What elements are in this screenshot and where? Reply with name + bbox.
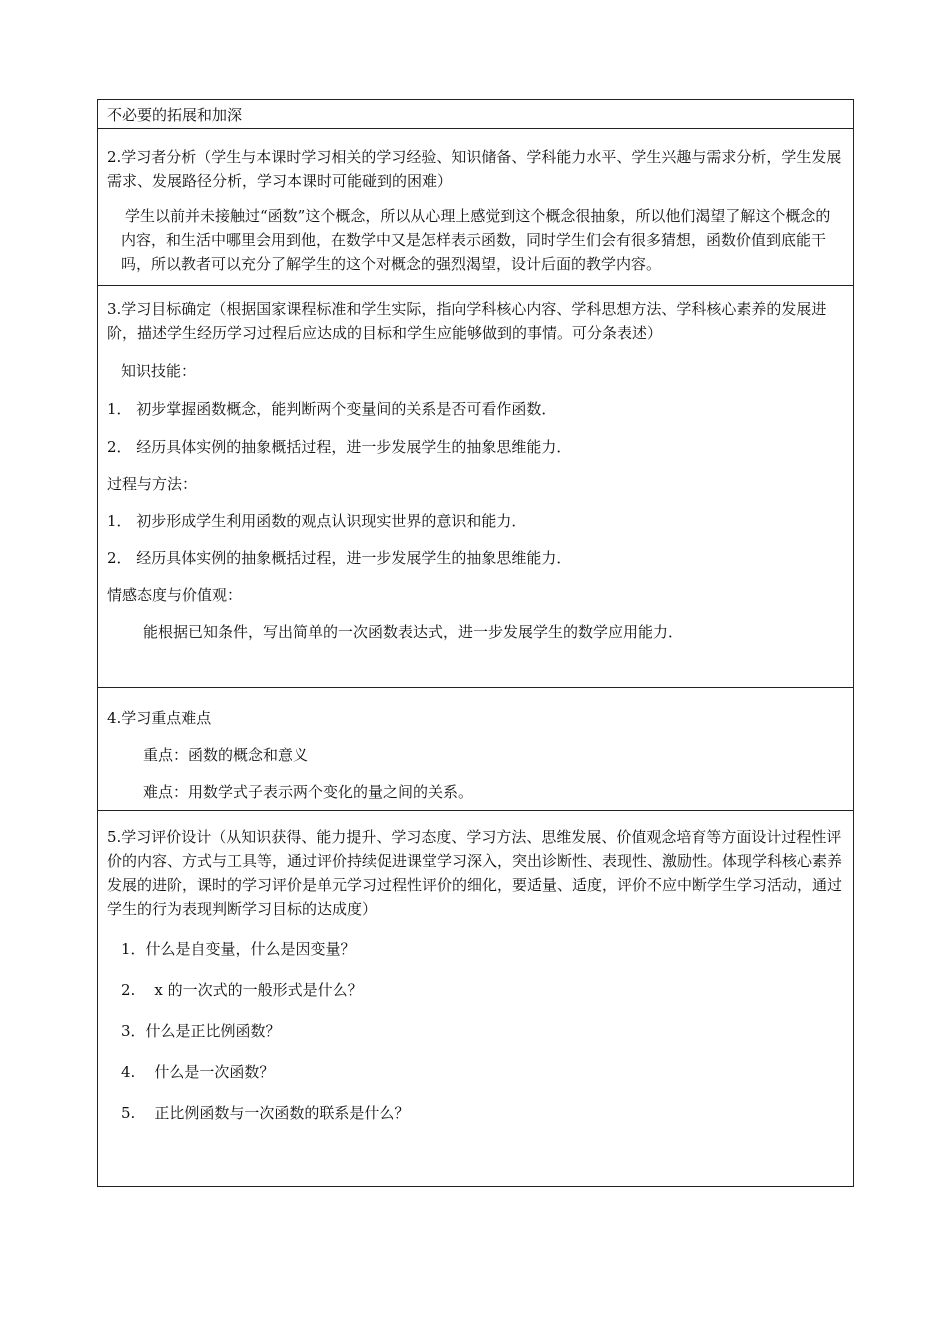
lesson-plan-table — [97, 99, 854, 1187]
row-learning-objectives — [98, 285, 853, 687]
emotion-values-label: 情感态度与价值观： — [107, 586, 243, 604]
knowledge-skills-label: 知识技能： — [121, 362, 197, 380]
learner-analysis-body: 学生以前并未接触过“函数”这个概念，所以从心理上感觉到这个概念很抽象，所以他们渴望了解这个概念的内容，和生活中哪里会用到他，在数学中又是怎样表示函数，同时学生们会有很多猜想，函数价值到底能干吗，所以教者可以充分了解学生的这个对概念的强烈渴望，设计后面的教学内容。 — [121, 207, 831, 273]
question-3: 3．什么是正比例函数？ — [121, 1022, 281, 1040]
key-point: 重点：函数的概念和意义 — [143, 746, 309, 764]
question-5: 5. 正比例函数与一次函数的联系是什么？ — [121, 1104, 410, 1122]
process-method-label: 过程与方法： — [107, 475, 198, 493]
process-item-2: 2． 经历具体实例的抽象概括过程，进一步发展学生的抽象思维能力． — [107, 549, 572, 567]
knowledge-item-2: 2． 经历具体实例的抽象概括过程，进一步发展学生的抽象思维能力． — [107, 438, 572, 456]
emotion-item-1: 能根据已知条件，写出简单的一次函数表达式，进一步发展学生的数学应用能力． — [143, 623, 684, 641]
row-key-difficulties — [98, 687, 853, 810]
learner-analysis-heading: 2.学习者分析（学生与本课时学习相关的学习经验、知识储备、学科能力水平、学生兴趣与需求分析，学生发展需求、发展路径分析，学习本课时可能碰到的困难） — [107, 148, 842, 190]
question-2: 2. x 的一次式的一般形式是什么？ — [121, 981, 363, 999]
row-extension — [98, 100, 853, 128]
evaluation-heading: 5.学习评价设计（从知识获得、能力提升、学习态度、学习方法、思维发展、价值观念培育等方面设计过程性评价的内容、方式与工具等，通过评价持续促进课堂学习深入，突出诊断性、表现性、激励性。体现学科核心素养发展的进阶，课时的学习评价是单元学习过程性评价的细化，要适量、适度，评价不应中断学生学习活动，通过学生的行为表现判断学习目标的达成度） — [107, 828, 843, 918]
objectives-heading: 3.学习目标确定（根据国家课程标准和学生实际，指向学科核心内容、学科思想方法、学科核心素养的发展进阶，描述学生经历学习过程后应达成的目标和学生应能够做到的事情。可分条表述） — [107, 300, 827, 342]
question-1: 1．什么是自变量，什么是因变量？ — [121, 940, 356, 958]
key-difficulties-heading: 4.学习重点难点 — [107, 709, 212, 727]
knowledge-item-1: 1． 初步掌握函数概念，能判断两个变量间的关系是否可看作函数． — [107, 400, 557, 418]
extension-text: 不必要的拓展和加深 — [107, 106, 243, 124]
row-evaluation-design — [98, 810, 853, 1186]
difficulty-point: 难点：用数学式子表示两个变化的量之间的关系。 — [143, 783, 474, 801]
row-learner-analysis — [98, 128, 853, 285]
process-item-1: 1． 初步形成学生利用函数的观点认识现实世界的意识和能力． — [107, 512, 527, 530]
question-4: 4. 什么是一次函数？ — [121, 1063, 275, 1081]
